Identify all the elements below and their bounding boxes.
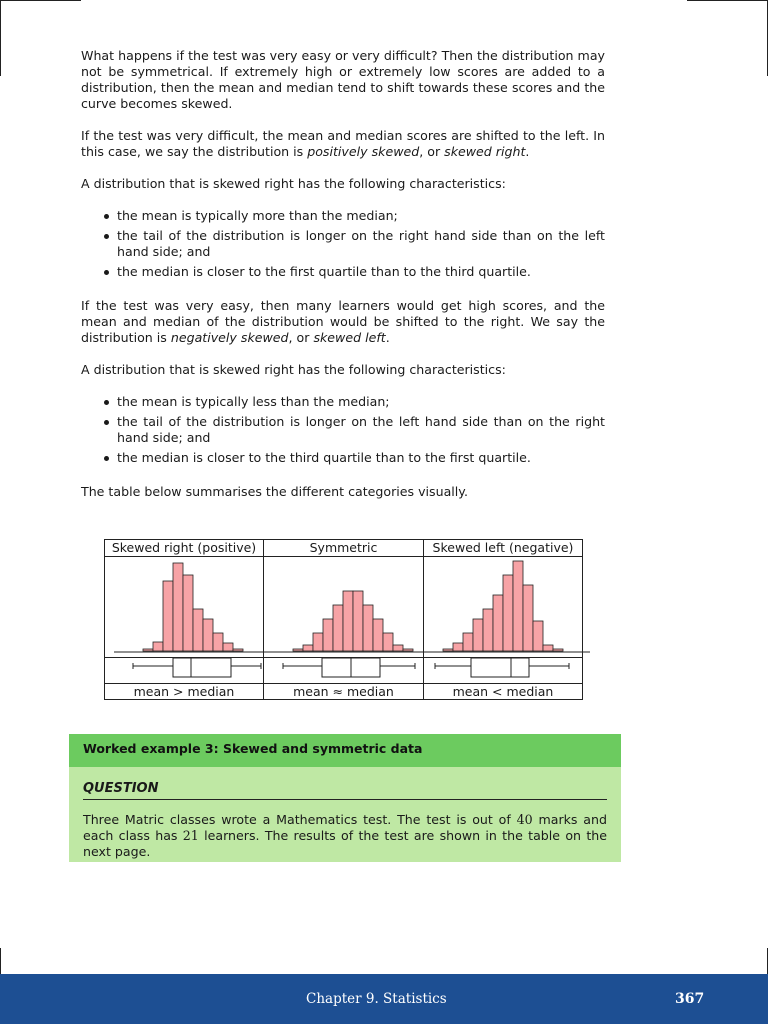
list-item: the median is closer to the third quartile than to the first quartile. [81,450,605,466]
paragraph-skewed-left: If the test was very easy, then many learners would get high scores, and the mean and median of the distribution would be shifted to the right. We say the distribution is negatively skewed, or skewed left. [81,298,605,345]
paragraph-skewed-right: If the test was very difficult, the mean and median scores are shifted to the left. In this case, we say the distribution is positively skewed, or skewed right. [81,128,605,159]
list-skewed-left [81,394,605,466]
histogram-bar [543,645,553,651]
histogram-bar [523,585,533,651]
histogram-bar [143,649,153,651]
caption-mean-approx-median: mean ≈ median [263,683,424,700]
boxplot-skewed-left [435,658,569,677]
histogram-bar [533,621,543,651]
histogram-bar [173,563,183,651]
paragraph-right-characteristics: A distribution that is skewed right has the following characteristics: [81,176,506,191]
histogram-bar [213,633,223,651]
histogram-2 [293,591,413,651]
histogram-bar [343,591,353,651]
histogram-bar [303,645,313,651]
crop-mark-bottom-left-v [0,948,1,974]
histogram-bar [193,609,203,651]
histogram-bar [513,561,523,651]
boxplot-skewed-right [133,658,261,677]
header-symmetric: Symmetric [263,539,424,557]
question-heading: QUESTION [83,781,607,800]
worked-example-title: Worked example 3: Skewed and symmetric data [69,734,621,767]
histogram-bar [473,619,483,651]
box [471,658,529,677]
histogram-bar [233,649,243,651]
list-item: the tail of the distribution is longer on the left hand side than on the right hand side; and [81,414,605,446]
histogram-bar [353,591,363,651]
histogram-bar [453,643,463,651]
histogram-bar [363,605,373,651]
histogram-bar [153,642,163,651]
histogram-3 [443,561,563,651]
page-number: 367 [675,991,705,1007]
histogram-bar [373,619,383,651]
list-skewed-right [81,208,605,280]
histogram-bar [163,581,173,651]
histogram-bar [223,643,233,651]
histogram-bar [333,605,343,651]
histogram-1 [143,563,243,651]
histogram-bar [183,575,193,651]
paragraph-intro: What happens if the test was very easy or very difficult? Then the distribution may not be symmetrical. If extremely high or extremely low scores are added to a distribution, then the mean and median tend to shift towards these scores and the curve becomes skewed. [81,48,605,111]
worked-example-body [69,767,621,862]
caption-mean-lt-median: mean < median [423,683,583,700]
body-text [81,48,605,500]
skewness-summary-table [104,539,583,700]
box [173,658,231,677]
question-text: Three Matric classes wrote a Mathematics test. The test is out of 40 marks and each class has 21 learners. The results of the test are shown in the table on the next page. [83,812,607,859]
header-skewed-left: Skewed left (negative) [423,539,583,557]
crop-mark-top-left-h [0,0,81,1]
paragraph-left-characteristics: A distribution that is skewed right has the following characteristics: [81,362,506,377]
header-skewed-right: Skewed right (positive) [104,539,264,557]
page-footer [0,974,768,1024]
histogram-bar [203,619,213,651]
histogram-bar [493,595,503,651]
histogram-bar [323,619,333,651]
chapter-title: Chapter 9. Statistics [306,991,447,1007]
histogram-bar [383,633,393,651]
caption-mean-gt-median: mean > median [104,683,264,700]
list-item: the median is closer to the first quartile than to the third quartile. [81,264,605,280]
histogram-bar [503,575,513,651]
histograms-and-boxplots [104,539,593,700]
paragraph-table-intro: The table below summarises the different categories visually. [81,484,468,499]
histogram-bar [313,633,323,651]
histogram-bar [553,649,563,651]
boxplot-symmetric [283,658,415,677]
histogram-bar [293,649,303,651]
worked-example-box [69,734,621,862]
histogram-bar [393,645,403,651]
list-item: the mean is typically less than the median; [81,394,605,410]
list-item: the mean is typically more than the median; [81,208,605,224]
histogram-bar [443,649,453,651]
crop-mark-top-left-v [0,0,1,76]
histogram-bar [483,609,493,651]
histogram-bar [463,633,473,651]
crop-mark-top-right-h [687,0,768,1]
histogram-bar [403,649,413,651]
list-item: the tail of the distribution is longer on the right hand side than on the left hand side; and [81,228,605,260]
